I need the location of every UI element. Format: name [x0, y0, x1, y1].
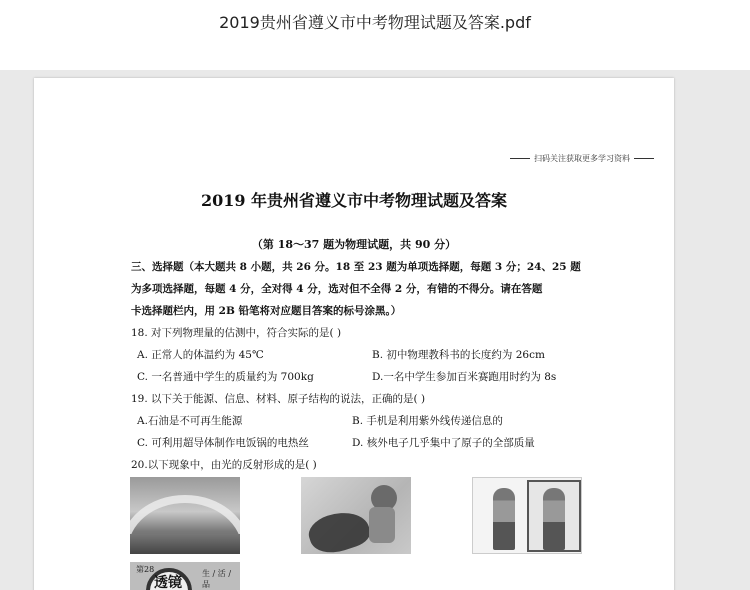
q19-option-d: D. 核外电子几乎集中了原子的全部质量	[352, 437, 535, 449]
magnifier-small-text: 生 / 活 / 品	[202, 569, 232, 589]
section-line-3: 卡选择题栏内，用 2B 铅笔将对应题目答案的标号涂黑。）	[131, 305, 402, 317]
exam-subtitle: （第 18～37 题为物理试题，共 90 分）	[251, 238, 457, 251]
dash-right	[634, 158, 654, 159]
magnifier-text: 透镜	[154, 575, 182, 590]
q18-option-c: C. 一名普通中学生的质量约为 700kg	[137, 371, 314, 383]
q18-stem: 18. 对下列物理量的估测中，符合实际的是( )	[131, 327, 342, 339]
mirror-image	[472, 477, 582, 554]
q19-option-c: C. 可利用超导体制作电饭锅的电热丝	[137, 437, 309, 449]
q20-stem: 20.以下现象中，由光的反射形成的是( )	[131, 459, 317, 471]
rainbow-image	[130, 477, 240, 554]
header-note-text: 扫码关注获取更多学习资料	[534, 153, 630, 163]
q19-option-b: B. 手机是利用紫外线传递信息的	[352, 415, 503, 427]
viewer-toolbar	[0, 0, 750, 70]
dash-left	[510, 158, 530, 159]
header-note	[510, 151, 660, 165]
shadow-shape	[305, 505, 374, 554]
section-line-2: 为多项选择题，每题 4 分，全对得 4 分，选对但不全得 2 分，有错的不得分。请在答题	[131, 283, 543, 295]
girl-reflection	[543, 488, 565, 550]
q19-stem: 19. 以下关于能源、信息、材料、原子结构的说法，正确的是( )	[131, 393, 426, 405]
grass	[130, 534, 240, 554]
section-line-1: 三、选择题（本大题共 8 小题，共 26 分。18 至 23 题为单项选择题，每题 3 分；24、25 题	[131, 261, 581, 273]
q18-option-d: D.一名中学生参加百米赛跑用时约为 8s	[372, 371, 557, 383]
file-title: 2019贵州省遵义市中考物理试题及答案.pdf	[219, 13, 531, 32]
q18-option-a: A. 正常人的体温约为 45℃	[137, 349, 264, 361]
q18-option-b: B. 初中物理教科书的长度约为 26cm	[372, 349, 545, 361]
q19-option-a: A.石油是不可再生能源	[137, 415, 243, 427]
child-body	[369, 507, 395, 543]
shadow-image	[301, 477, 411, 554]
magnifier-image	[130, 562, 240, 590]
exam-title: 2019 年贵州省遵义市中考物理试题及答案	[200, 191, 508, 210]
magnifier-page-number: 第28	[136, 565, 155, 574]
girl-figure	[493, 488, 515, 550]
